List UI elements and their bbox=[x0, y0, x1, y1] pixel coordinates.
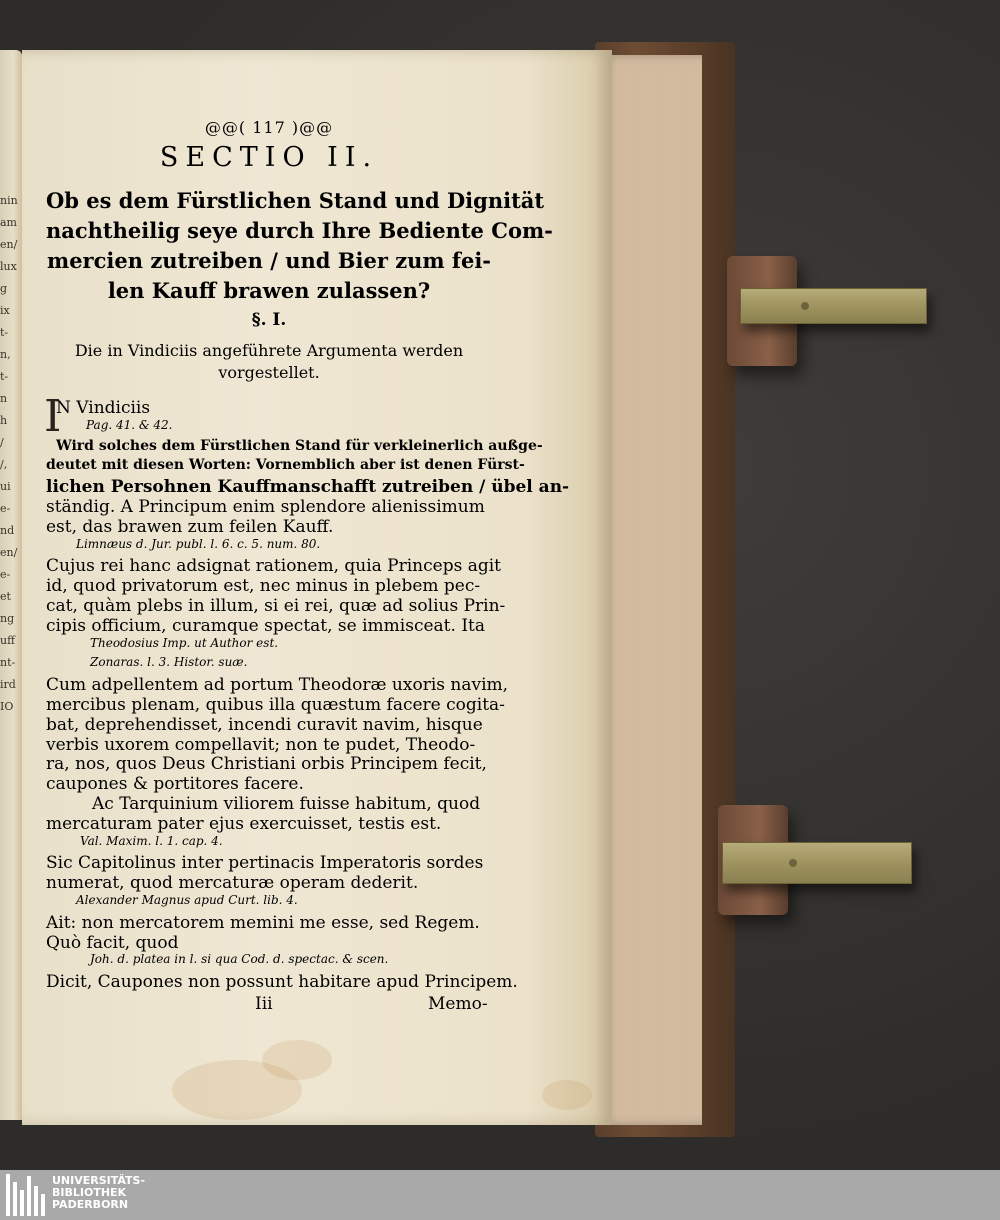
left-page-fragment: /, bbox=[0, 458, 8, 471]
text-line: Cum adpellentem ad portum Theodoræ uxoris navim, bbox=[46, 675, 509, 695]
title-line: nachtheilig seye durch Ihre Bediente Com- bbox=[46, 218, 553, 243]
text-line: ständig. A Principum enim splendore alienissimum bbox=[46, 497, 485, 517]
left-page-fragment: nd bbox=[0, 524, 15, 537]
text-line: est, das brawen zum feilen Kauff. bbox=[46, 517, 334, 537]
library-logo-icon bbox=[6, 1174, 48, 1216]
left-page-edge bbox=[0, 50, 22, 1120]
left-page-fragment: ui bbox=[0, 480, 11, 493]
section-heading: SECTIO II. bbox=[159, 142, 379, 173]
left-page-fragment: n bbox=[0, 392, 8, 405]
text-line: deutet mit diesen Worten: Vornemblich aber ist denen Fürst- bbox=[46, 457, 525, 473]
left-page-fragment: / bbox=[0, 436, 4, 449]
text-line: caupones & portitores facere. bbox=[46, 774, 304, 794]
page-stain bbox=[542, 1080, 592, 1110]
left-page-fragment: e- bbox=[0, 568, 11, 581]
text-line: bat, deprehendisset, incendi curavit navim, hisque bbox=[46, 715, 483, 735]
left-page-fragment: n, bbox=[0, 348, 11, 361]
left-page-fragment: h bbox=[0, 414, 8, 427]
library-name bbox=[52, 1175, 145, 1211]
left-page-fragment: e- bbox=[0, 502, 11, 515]
title-line: len Kauff brawen zulassen? bbox=[107, 278, 431, 303]
library-name-line: BIBLIOTHEK bbox=[52, 1186, 127, 1199]
left-page-fragment: et bbox=[0, 590, 11, 603]
left-page-fragment: en/ bbox=[0, 238, 18, 251]
left-page-fragment: g bbox=[0, 282, 8, 295]
left-page-fragment: en/ bbox=[0, 546, 18, 559]
lower-clasp-metal bbox=[722, 842, 912, 884]
library-name-line: PADERBORN bbox=[52, 1198, 129, 1211]
drop-cap: I bbox=[44, 391, 62, 442]
text-line: Ac Tarquinium viliorem fuisse habitum, quod bbox=[92, 794, 481, 814]
left-page-fragment: ng bbox=[0, 612, 15, 625]
left-page-fragment: IO bbox=[0, 700, 14, 713]
marginal-citation: Limnæus d. Jur. publ. l. 6. c. 5. num. 80. bbox=[76, 537, 321, 551]
text-line: id, quod privatorum est, nec minus in plebem pec- bbox=[46, 576, 481, 596]
marginal-citation: Zonaras. l. 3. Histor. suæ. bbox=[90, 655, 248, 669]
text-line: mercibus plenam, quibus illa quæstum facere cogita- bbox=[46, 695, 505, 715]
upper-clasp-rivet bbox=[801, 302, 809, 310]
lower-clasp-rivet bbox=[789, 859, 797, 867]
text-line: N Vindiciis bbox=[56, 398, 151, 418]
text-line: Cujus rei hanc adsignat rationem, quia Princeps agit bbox=[46, 556, 502, 576]
left-page-fragments bbox=[0, 190, 22, 718]
left-page-fragment: nt- bbox=[0, 656, 16, 669]
text-line: Wird solches dem Fürstlichen Stand für verkleinerlich außge- bbox=[56, 438, 543, 454]
text-line: mercaturam pater ejus exercuisset, testis est. bbox=[46, 814, 442, 834]
text-line: verbis uxorem compellavit; non te pudet, Theodo- bbox=[46, 735, 476, 755]
text-line: Sic Capitolinus inter pertinacis Imperatoris sordes bbox=[46, 853, 484, 873]
page-header: @@( 117 )@@ bbox=[204, 118, 334, 137]
left-page-fragment: t- bbox=[0, 370, 9, 383]
marginal-citation: Alexander Magnus apud Curt. lib. 4. bbox=[76, 893, 298, 907]
left-page-fragment: nin bbox=[0, 194, 18, 207]
subtitle-line: vorgestellet. bbox=[218, 363, 320, 382]
library-name-line: UNIVERSITÄTS- bbox=[52, 1174, 146, 1187]
text-line: Quò facit, quod bbox=[46, 933, 179, 953]
left-page-fragment: ix bbox=[0, 304, 10, 317]
title-line: mercien zutreiben / und Bier zum fei- bbox=[46, 248, 492, 273]
footer-bar bbox=[0, 1170, 1000, 1220]
left-page-fragment: ird bbox=[0, 678, 16, 691]
upper-clasp-metal bbox=[740, 288, 927, 324]
text-line: Dicit, Caupones non possunt habitare apud Principem. bbox=[46, 972, 518, 992]
marginal-citation: Val. Maxim. l. 1. cap. 4. bbox=[80, 834, 223, 848]
text-line: lichen Persohnen Kauffmanschafft zutreiben / übel an- bbox=[46, 477, 570, 497]
text-line: cat, quàm plebs in illum, si ei rei, quæ ad solius Prin- bbox=[46, 596, 506, 616]
marginal-citation: Joh. d. platea in l. si qua Cod. d. spectac. & scen. bbox=[90, 952, 389, 966]
title-line: Ob es dem Fürstlichen Stand und Dignität bbox=[46, 188, 545, 213]
text-line: numerat, quod mercaturæ operam dederit. bbox=[46, 873, 419, 893]
page-block-edges bbox=[600, 55, 702, 1125]
catchword: Memo- bbox=[428, 994, 488, 1014]
left-page-fragment: t- bbox=[0, 326, 9, 339]
left-page-fragment: am bbox=[0, 216, 17, 229]
left-page-fragment: uff bbox=[0, 634, 15, 647]
marginal-citation: Theodosius Imp. ut Author est. bbox=[90, 636, 279, 650]
page-stain bbox=[262, 1040, 332, 1080]
marginal-citation: Pag. 41. & 42. bbox=[86, 418, 173, 432]
left-page-fragment: lux bbox=[0, 260, 17, 273]
subtitle-line: Die in Vindiciis angeführete Argumenta werden bbox=[74, 341, 464, 360]
paragraph-mark: §. I. bbox=[251, 310, 287, 330]
text-line: cipis officium, curamque spectat, se immisceat. Ita bbox=[46, 616, 485, 636]
text-line: ra, nos, quos Deus Christiani orbis Principem fecit, bbox=[46, 754, 487, 774]
signature-mark: Iii bbox=[255, 994, 273, 1014]
text-line: Ait: non mercatorem memini me esse, sed Regem. bbox=[46, 913, 480, 933]
